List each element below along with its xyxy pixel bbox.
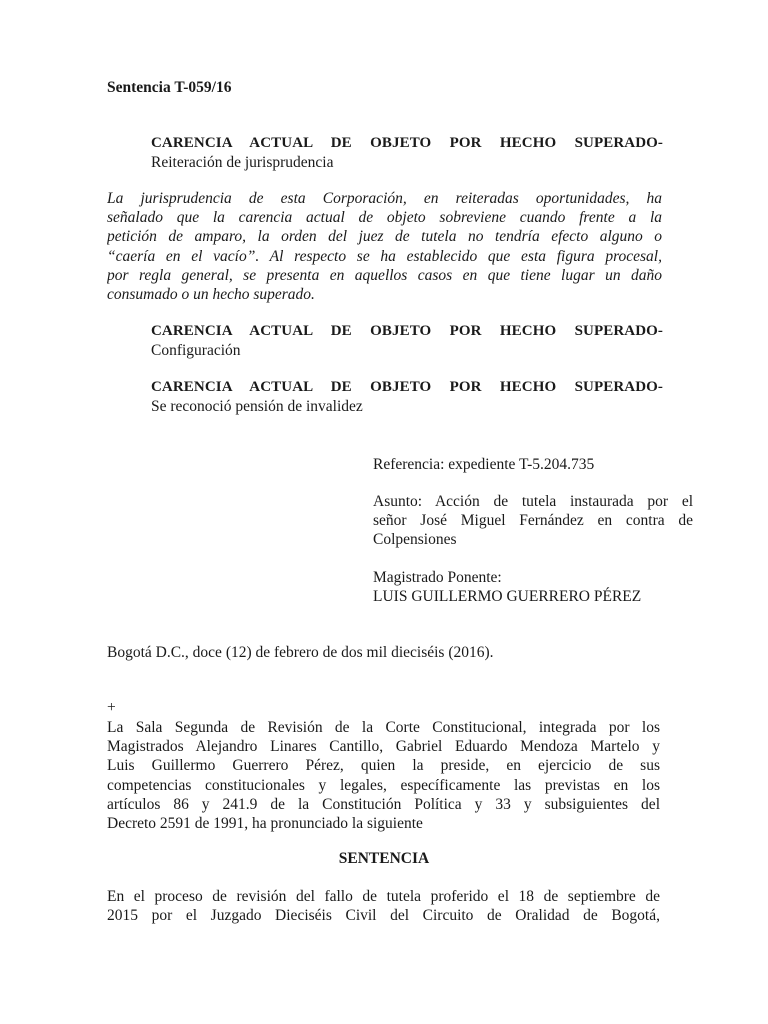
fecha: Bogotá D.C., doce (12) de febrero de dos mil dieciséis (2016).: [107, 644, 494, 661]
magistrado-label: Magistrado Ponente:: [373, 569, 502, 586]
paragraph-line: consumado o un hecho superado.: [107, 286, 315, 304]
paragraph-line: por regla general, se presenta en aquellos casos en que tiene lugar un daño: [107, 266, 662, 284]
paragraph-line: Magistrados Alejandro Linares Cantillo, Gabriel Eduardo Mendoza Martelo y: [107, 738, 660, 756]
paragraph-line: señalado que la carencia actual de objeto sobreviene cuando frente a la: [107, 209, 662, 227]
heading-caps: CARENCIA ACTUAL DE OBJETO POR HECHO SUPERADO-: [151, 323, 663, 339]
heading-caps: CARENCIA ACTUAL DE OBJETO POR HECHO SUPERADO-: [151, 379, 663, 395]
paragraph-line: competencias constitucionales y legales, específicamente las previstas en los: [107, 776, 660, 794]
heading-sub: Configuración: [151, 342, 241, 360]
magistrado-name: LUIS GUILLERMO GUERRERO PÉREZ: [373, 588, 642, 606]
asunto-line: Asunto: Acción de tutela instaurada por el: [373, 493, 693, 510]
paragraph-line: artículos 86 y 241.9 de la Constitución Política y 33 y subsiguientes del: [107, 795, 660, 813]
heading-block-3: [151, 378, 663, 416]
paragraph-line: La jurisprudencia de esta Corporación, en reiteradas oportunidades, ha: [107, 190, 662, 207]
heading-caps: CARENCIA ACTUAL DE OBJETO POR HECHO SUPERADO-: [151, 135, 663, 151]
plus-mark: +: [107, 699, 116, 716]
paragraph-line: Luis Guillermo Guerrero Pérez, quien la preside, en ejercicio de sus: [107, 757, 660, 775]
heading-sub: Reiteración de jurisprudencia: [151, 154, 334, 172]
paragraph-line: En el proceso de revisión del fallo de tutela proferido el 18 de septiembre de: [107, 888, 660, 905]
asunto-block: [373, 492, 693, 550]
asunto-line: Colpensiones: [373, 531, 457, 549]
asunto-line: señor José Miguel Fernández en contra de: [373, 512, 693, 530]
magistrado-block: [373, 568, 693, 606]
heading-block-2: [151, 322, 663, 360]
italic-paragraph: [107, 189, 662, 304]
paragraph-line: La Sala Segunda de Revisión de la Corte Constitucional, integrada por los: [107, 719, 660, 736]
sentencia-heading: SENTENCIA: [338, 850, 430, 867]
paragraph-line: 2015 por el Juzgado Dieciséis Civil del Circuito de Oralidad de Bogotá,: [107, 907, 660, 925]
referencia: Referencia: expediente T-5.204.735: [373, 456, 595, 473]
sala-paragraph: [107, 718, 660, 833]
paragraph-line: “caería en el vacío”. Al respecto se ha establecido que esta figura procesal,: [107, 247, 662, 265]
paragraph-line: petición de amparo, la orden del juez de tutela no tendría efecto alguno o: [107, 228, 662, 246]
heading-block-1: [151, 134, 663, 172]
document-title: Sentencia T-059/16: [107, 79, 232, 96]
final-paragraph: [107, 887, 660, 925]
heading-sub: Se reconoció pensión de invalidez: [151, 398, 363, 416]
paragraph-line: Decreto 2591 de 1991, ha pronunciado la siguiente: [107, 815, 423, 833]
